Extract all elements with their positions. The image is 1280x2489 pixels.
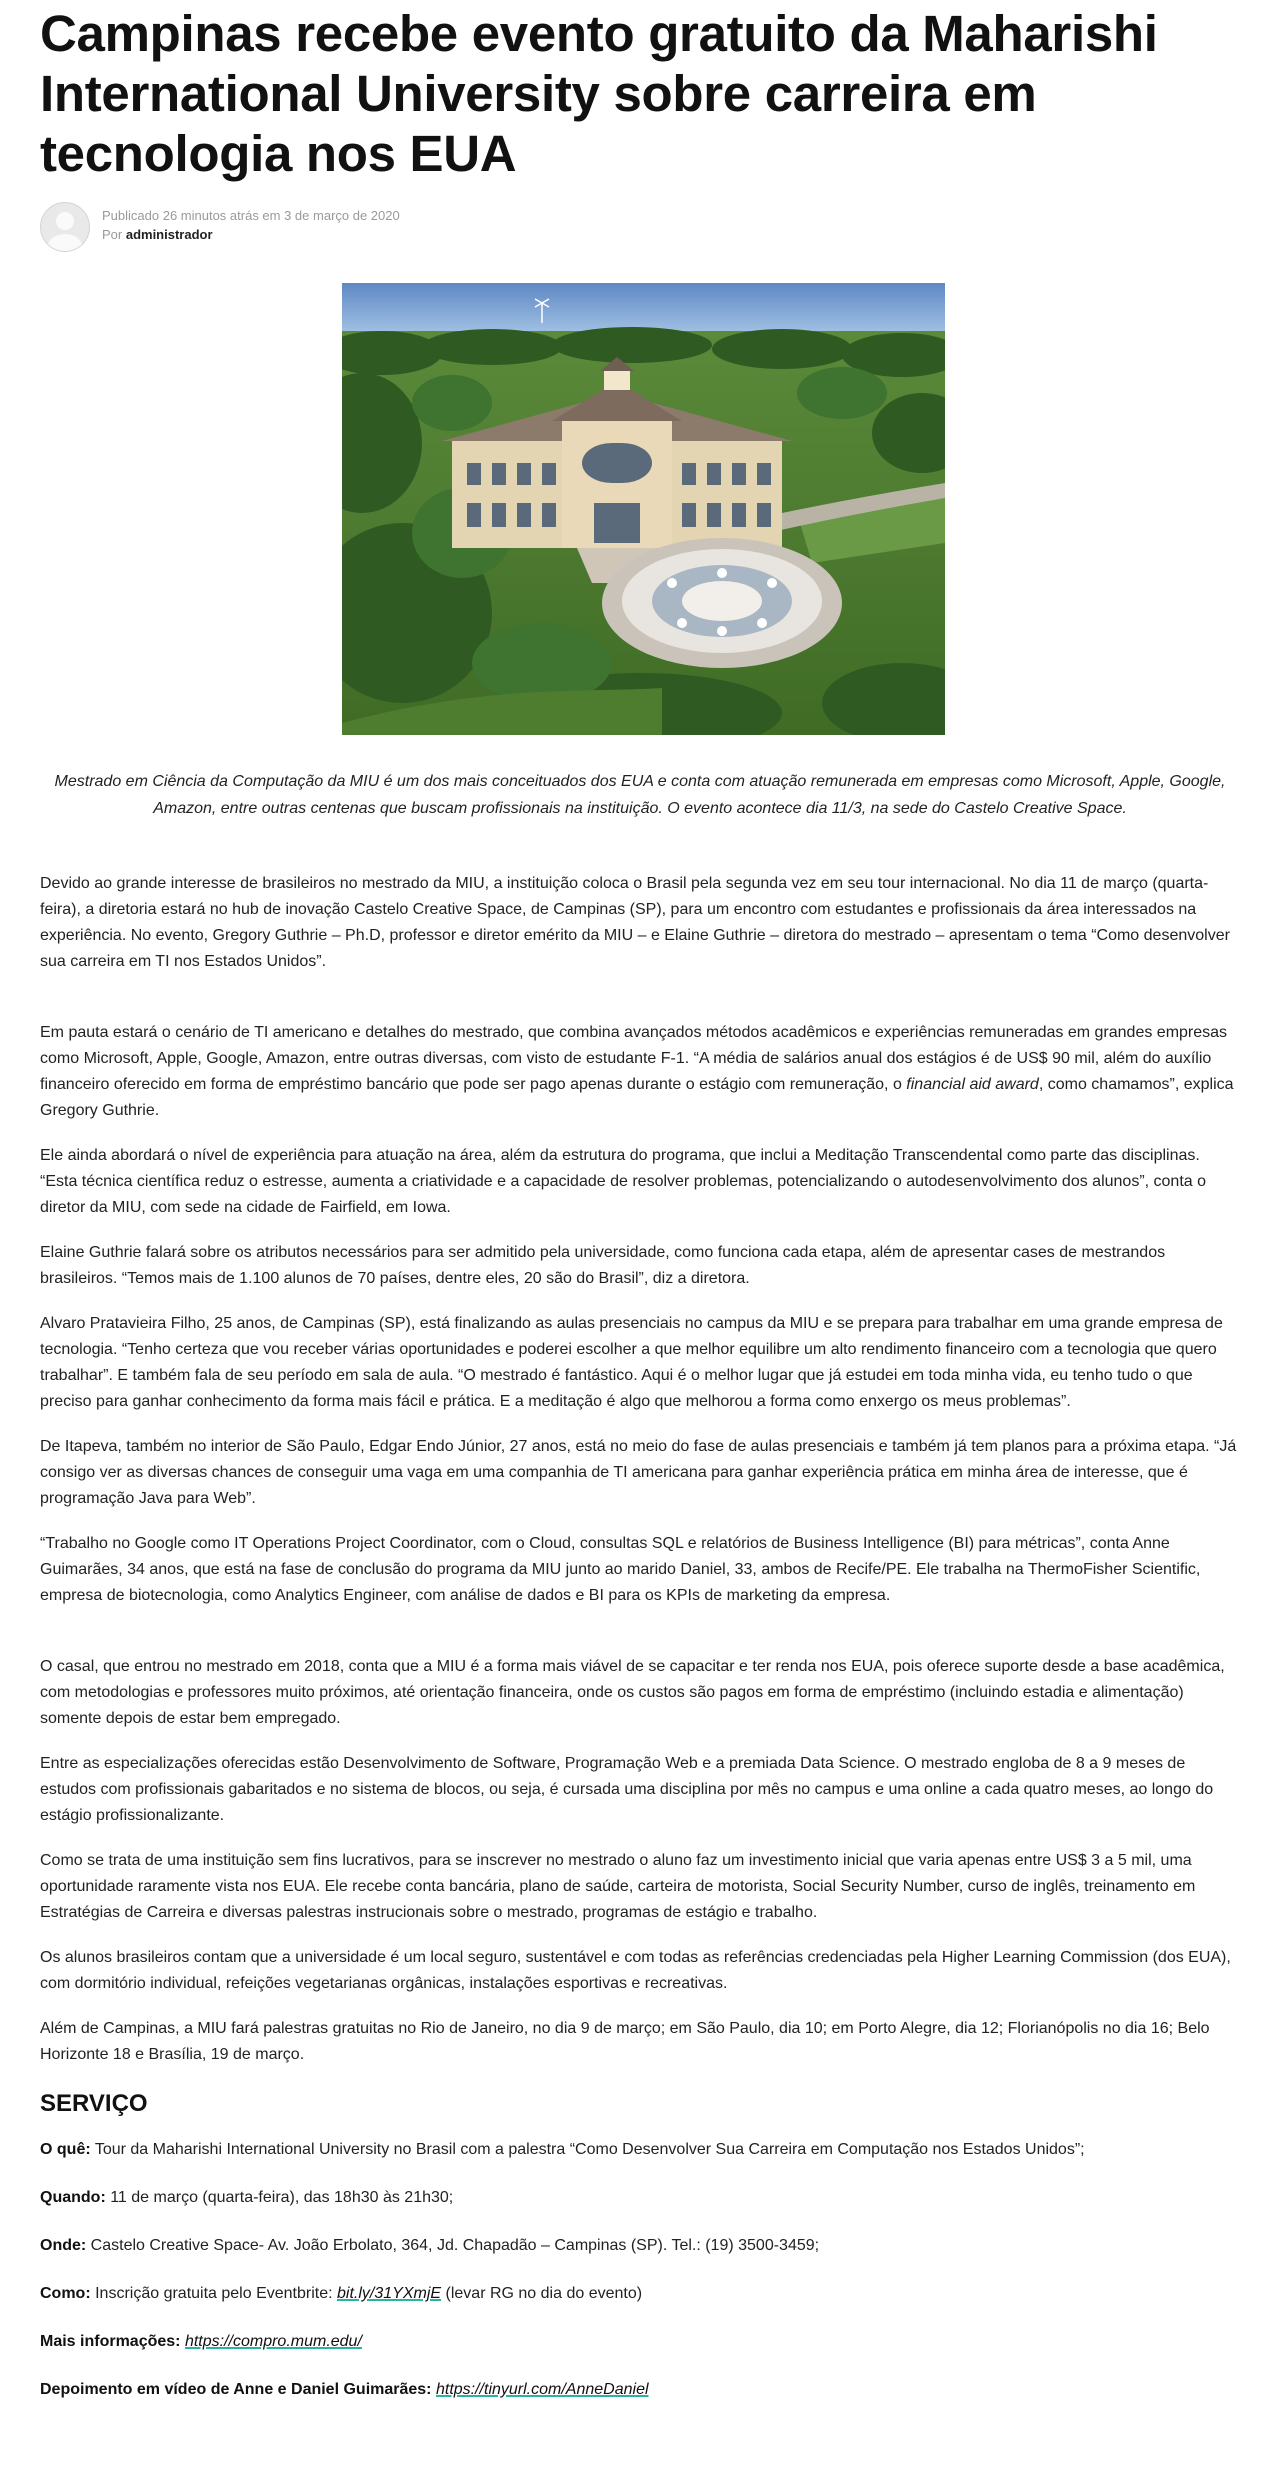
paragraph-2-emphasis: financial aid award bbox=[906, 1076, 1039, 1093]
servico-como-label: Como: bbox=[40, 2285, 91, 2302]
avatar-body-icon bbox=[48, 234, 82, 252]
servico-info-label: Mais informações: bbox=[40, 2333, 181, 2350]
byline-prefix: Por bbox=[102, 227, 126, 242]
servico-oque-text: Tour da Maharishi International University no Brasil com a palestra “Como Desenvolver Sua Carreira em Computação nos Estados Unidos”; bbox=[90, 2141, 1085, 2158]
servico-onde bbox=[40, 2233, 1240, 2259]
campus-aerial-photo bbox=[342, 283, 945, 735]
article-container bbox=[40, 0, 1240, 2398]
servico-onde-label: Onde: bbox=[40, 2237, 87, 2254]
paragraph-2-part-b: , como chamamos”, explica Gregory Guthrie. bbox=[40, 1076, 1234, 1119]
published-date: Publicado 26 minutos atrás em 3 de março de 2020 bbox=[102, 208, 400, 223]
paragraph-1: Devido ao grande interesse de brasileiros no mestrado da MIU, a instituição coloca o Brasil pela segunda vez em seu tour internacional. No dia 11 de março (quarta-feira), a diretoria estará no hub de inovação Castelo Creative Space, de Campinas (SP), para um encontro com estudantes e profissionais da área interessados na experiência. No evento, Gregory Guthrie – Ph.D, professor e diretor emérito da MIU – e Elaine Guthrie – diretora do mestrado – apresentam o tema “Como desenvolver sua carreira em TI nos Estados Unidos”. bbox=[40, 875, 1230, 970]
paragraph-3: Ele ainda abordará o nível de experiência para atuação na área, além da estrutura do programa, que inclui a Meditação Transcendental como parte das disciplinas. “Esta técnica científica reduz o estresse, aumenta a criatividade e a capacidade de resolver problemas, potencializando o autodesenvolvimento dos alunos”, conta o diretor da MIU, com sede na cidade de Fairfield, em Iowa. bbox=[40, 1147, 1207, 1216]
servico-video bbox=[40, 2377, 1240, 2403]
paragraph-4: Elaine Guthrie falará sobre os atributos necessários para ser admitido pela universidade, como funciona cada etapa, além de apresentar cases de mestrandos brasileiros. “Temos mais de 1.100 alunos de 70 países, dentre eles, 20 são do Brasil”, diz a diretora. bbox=[40, 1244, 1166, 1287]
campus-photo-illustration bbox=[342, 283, 945, 735]
article-meta bbox=[40, 202, 640, 254]
servico-heading: SERVIÇO bbox=[40, 2090, 148, 2117]
paragraph-11: Os alunos brasileiros contam que a universidade é um local seguro, sustentável e com todas as referências credenciadas pela Higher Learning Commission (dos EUA), com dormitório individual, refeições vegetarianas orgânicas, instalações esportivas e recreativas. bbox=[40, 1949, 1231, 1992]
servico-oque-label: O quê: bbox=[40, 2141, 91, 2158]
paragraph-7: “Trabalho no Google como IT Operations Project Coordinator, com o Cloud, consultas SQL e relatórios de Business Intelligence (BI) para métricas”, conta Anne Guimarães, 34 anos, que está na fase de conclusão do programa da MIU junto ao marido Daniel, 33, ambos de Recife/PE. Ele trabalha na ThermoFisher Scientific, empresa de biotecnologia, como Analytics Engineer, com análise de dados e BI para os KPIs de marketing da empresa. bbox=[40, 1535, 1201, 1604]
info-link[interactable]: https://compro.mum.edu/ bbox=[184, 2333, 362, 2350]
paragraph-9: Entre as especializações oferecidas estão Desenvolvimento de Software, Programação Web e a premiada Data Science. O mestrado engloba de 8 a 9 meses de estudos com profissionais gabaritados e no sistema de blocos, ou seja, é cursada uma disciplina por mês no campus e uma online a cada quatro meses, ao longo do estágio profissionalizante. bbox=[40, 1755, 1214, 1824]
author-avatar[interactable] bbox=[40, 202, 90, 252]
servico-como-suffix: (levar RG no dia do evento) bbox=[441, 2285, 643, 2302]
byline bbox=[102, 225, 400, 244]
servico-quando-text: 11 de março (quarta-feira), das 18h30 às 21h30; bbox=[105, 2189, 454, 2206]
servico-onde-text: Castelo Creative Space- Av. João Erbolato, 364, Jd. Chapadão – Campinas (SP). Tel.: (19) 3500-3459; bbox=[86, 2237, 820, 2254]
author-name[interactable]: administrador bbox=[125, 227, 213, 242]
article-body bbox=[40, 871, 1240, 2425]
servico-oque bbox=[40, 2137, 1240, 2163]
paragraph-6: De Itapeva, também no interior de São Paulo, Edgar Endo Júnior, 27 anos, está no meio do fase de aulas presenciais e também já tem planos para a próxima etapa. “Já consigo ver as diversas chances de conseguir uma vaga em uma companhia de TI americana para ganhar experiência prática em minha área de interesse, que é programação Java para Web”. bbox=[40, 1438, 1237, 1507]
paragraph-2-part-a: Em pauta estará o cenário de TI americano e detalhes do mestrado, que combina avançados métodos acadêmicos e experiências remuneradas em grandes empresas como Microsoft, Apple, Google, Amazon, entre outras diversas, com visto de estudante F-1. “A média de salários anual dos estágios é de US$ 90 mil, além do auxílio financeiro oferecido em forma de empréstimo bancário que pode ser pago apenas durante o estágio com remuneração, o bbox=[40, 1024, 1228, 1093]
paragraph-12: Além de Campinas, a MIU fará palestras gratuitas no Rio de Janeiro, no dia 9 de março; em São Paulo, dia 10; em Porto Alegre, dia 12; Florianópolis no dia 16; Belo Horizonte 18 e Brasília, 19 de março. bbox=[40, 2020, 1210, 2063]
image-caption: Mestrado em Ciência da Computação da MIU é um dos mais conceituados dos EUA e conta com atuação remunerada em empresas como Microsoft, Apple, Google, Amazon, entre outras centenas que buscam profissionais na instituição. O evento acontece dia 11/3, na sede do Castelo Creative Space. bbox=[54, 773, 1226, 817]
servico-como-text: Inscrição gratuita pelo Eventbrite: bbox=[90, 2285, 338, 2302]
avatar-head-icon bbox=[56, 212, 74, 230]
servico-info bbox=[40, 2329, 1240, 2355]
eventbrite-link[interactable]: bit.ly/31YXmjE bbox=[337, 2285, 442, 2302]
paragraph-8: O casal, que entrou no mestrado em 2018, conta que a MIU é a forma mais viável de se capacitar e ter renda nos EUA, pois oferece suporte desde a base acadêmica, com metodologias e professores muito próximos, até orientação financeira, onde os custos são pagos em forma de empréstimo (incluindo estadia e alimentação) somente depois de estar bem empregado. bbox=[40, 1658, 1225, 1727]
servico-quando bbox=[40, 2185, 1240, 2211]
paragraph-10: Como se trata de uma instituição sem fins lucrativos, para se inscrever no mestrado o aluno faz um investimento inicial que varia apenas entre US$ 3 a 5 mil, uma oportunidade raramente vista nos EUA. Ele recebe conta bancária, plano de saúde, carteira de motorista, Social Security Number, curso de inglês, treinamento em Estratégias de Carreira e diversas palestras instrucionais sobre o mestrado, programas de estágio e trabalho. bbox=[40, 1852, 1196, 1921]
paragraph-5: Alvaro Pratavieira Filho, 25 anos, de Campinas (SP), está finalizando as aulas presenciais no campus da MIU e se prepara para trabalhar em uma grande empresa de tecnologia. “Tenho certeza que vou receber várias oportunidades e poderei escolher a que melhor equilibre um alto rendimento financeiro com a tecnologia que quero trabalhar”. E também fala de seu período em sala de aula. “O mestrado é fantástico. Aqui é o melhor lugar que já estudei em toda minha vida, eu tenho tudo o que preciso para ganhar conhecimento da forma mais fácil e prática. E a meditação é algo que melhorou a forma como enxergo os meus problemas”. bbox=[40, 1315, 1223, 1410]
servico-como bbox=[40, 2281, 1240, 2307]
servico-video-label: Depoimento em vídeo de Anne e Daniel Guimarães: bbox=[40, 2381, 432, 2398]
servico-quando-label: Quando: bbox=[40, 2189, 106, 2206]
meta-lines bbox=[102, 206, 400, 244]
paragraph-2 bbox=[40, 1020, 1240, 1124]
video-link[interactable]: https://tinyurl.com/AnneDaniel bbox=[435, 2381, 649, 2398]
article-title: Campinas recebe evento gratuito da Maharishi International University sobre carreira em tecnologia nos EUA bbox=[40, 5, 1158, 182]
